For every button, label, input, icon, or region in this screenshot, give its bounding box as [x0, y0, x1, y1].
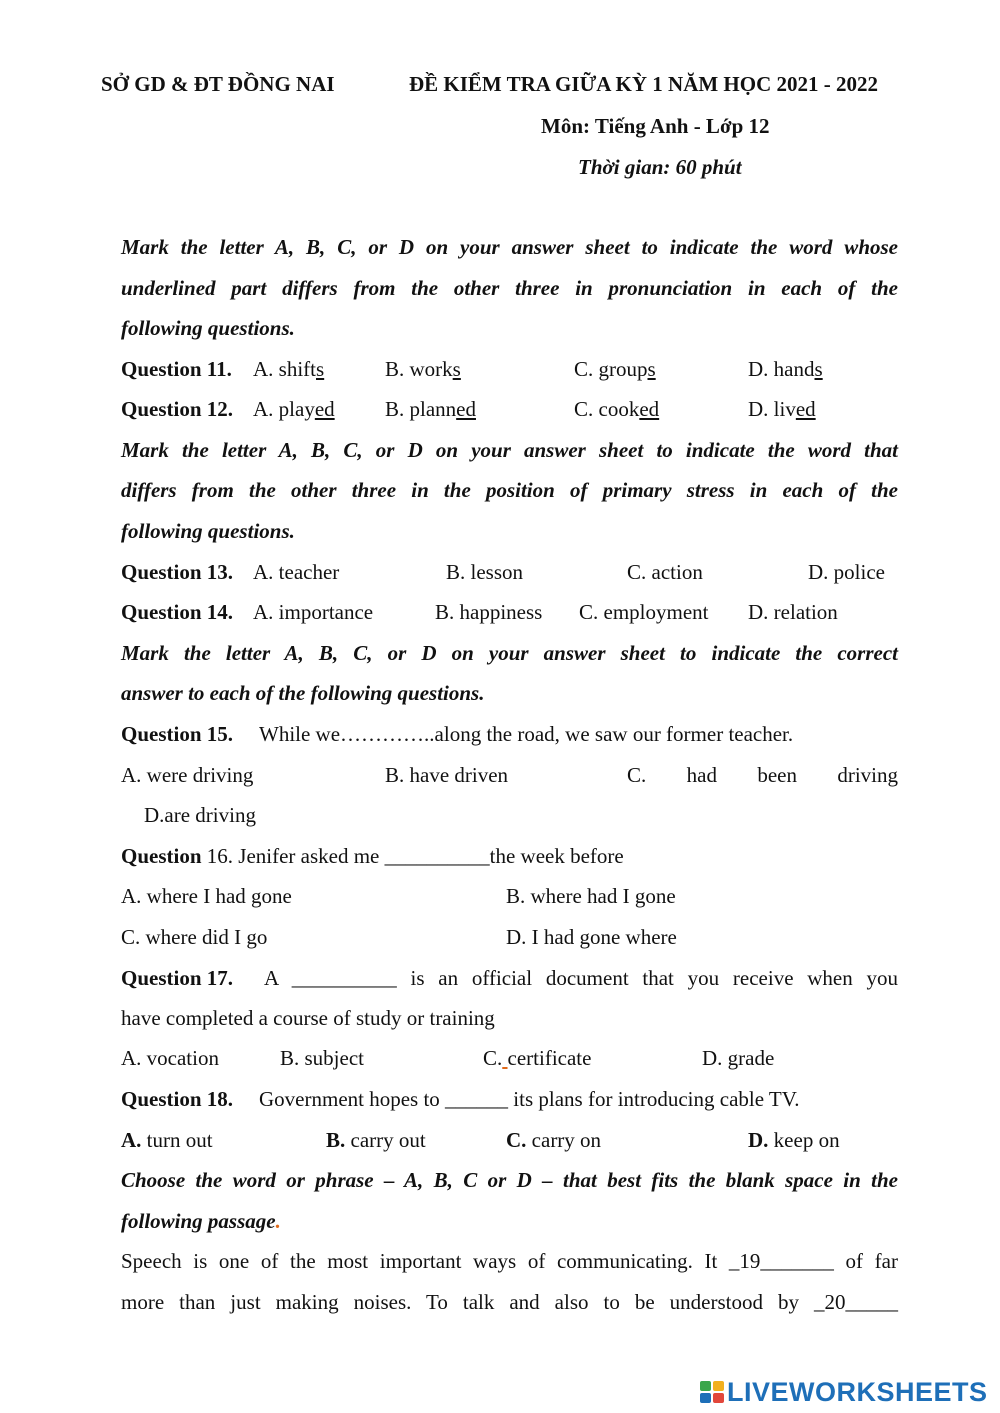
q17-label: Question 17. [121, 966, 234, 990]
q11-option-d: D. hands [748, 357, 823, 381]
q18-label: Question 18. [121, 1087, 234, 1111]
q16-option-a: A. where I had gone [121, 884, 292, 908]
instruction-pronunciation-2: underlined part differs from the other three in pronunciation in each of the [121, 276, 898, 300]
q12-option-d: D. lived [748, 397, 816, 421]
instruction-answer-1: Mark the letter A, B, C, or D on your answer sheet to indicate the correct [121, 641, 898, 665]
q15-option-a: A. were driving [121, 763, 254, 787]
q13-option-d: D. police [808, 560, 885, 584]
q11-option-c: C. groups [574, 357, 656, 381]
liveworksheets-logo [700, 1377, 988, 1407]
instruction-stress-3: following questions. [121, 519, 295, 543]
q12-label: Question 12. [121, 397, 234, 421]
q12-option-a: A. played [253, 397, 335, 421]
q12-option-c: C. cooked [574, 397, 660, 421]
q15-option-c: C. had been driving [627, 763, 898, 787]
q12-option-b: B. planned [385, 397, 476, 421]
q14-option-c: C. employment [579, 600, 709, 624]
q17-question-text: A __________ is an official document that you receive when you [264, 966, 898, 990]
exam-title: ĐỀ KIỂM TRA GIỮA KỲ 1 NĂM HỌC 2021 - 2022 [409, 72, 879, 96]
instruction-passage-1: Choose the word or phrase – A, B, C or D – that best fits the blank space in the [121, 1168, 898, 1192]
instruction-stress-1: Mark the letter A, B, C, or D on your answer sheet to indicate the word that [121, 438, 898, 462]
instruction-answer-2: answer to each of the following questions. [121, 681, 485, 705]
department-name: SỞ GD & ĐT ĐỒNG NAI [101, 72, 335, 96]
q14-option-b: B. happiness [435, 600, 543, 624]
q11-option-b: B. works [385, 357, 461, 381]
q18-question-text: Government hopes to ______ its plans for introducing cable TV. [259, 1087, 800, 1111]
q14-option-a: A. importance [253, 600, 374, 624]
instruction-pronunciation-1: Mark the letter A, B, C, or D on your answer sheet to indicate the word whose [121, 235, 898, 259]
q13-label: Question 13. [121, 560, 234, 584]
q15-question-text: While we…………..along the road, we saw our former teacher. [259, 722, 794, 746]
q15-label: Question 15. [121, 722, 234, 746]
q18-option-b: B. carry out [326, 1128, 426, 1152]
q16-line: Question 16. Jenifer asked me __________the week before [121, 844, 624, 868]
q11-option-a: A. shifts [253, 357, 325, 381]
q15-option-b: B. have driven [385, 763, 509, 787]
q16-option-b: B. where had I gone [506, 884, 676, 908]
q16-option-c: C. where did I go [121, 925, 268, 949]
q13-option-c: C. action [627, 560, 703, 584]
q14-label: Question 14. [121, 600, 234, 624]
brand-name: LIVEWORKSHEETS [727, 1376, 988, 1407]
q17-question-text-2: have completed a course of study or training [121, 1006, 495, 1030]
instruction-pronunciation-3: following questions. [121, 316, 295, 340]
q13-option-a: A. teacher [253, 560, 340, 584]
q17-option-b: B. subject [280, 1046, 364, 1070]
q17-option-a: A. vocation [121, 1046, 219, 1070]
q18-option-d: D. keep on [748, 1128, 840, 1152]
instruction-stress-2: differs from the other three in the position of primary stress in each of the [121, 478, 898, 502]
passage-line-1: Speech is one of the most important ways of communicating. It _19_______ of far [121, 1249, 898, 1273]
q13-option-b: B. lesson [446, 560, 524, 584]
q18-option-c: C. carry on [506, 1128, 602, 1152]
passage-line-2: more than just making noises. To talk and also to be understood by _20_____ [121, 1290, 898, 1314]
q15-option-d: D.are driving [144, 803, 256, 827]
q16-option-d: D. I had gone where [506, 925, 677, 949]
time-line: Thời gian: 60 phút [578, 155, 742, 179]
logo-mark-icon [700, 1381, 724, 1403]
instruction-passage-2: following passage. [121, 1209, 281, 1233]
subject-line: Môn: Tiếng Anh - Lớp 12 [541, 114, 770, 138]
q11-label: Question 11. [121, 357, 232, 381]
q17-option-c: C. certificate [483, 1046, 592, 1070]
q17-option-d: D. grade [702, 1046, 775, 1070]
q14-option-d: D. relation [748, 600, 838, 624]
q18-option-a: A. turn out [121, 1128, 213, 1152]
